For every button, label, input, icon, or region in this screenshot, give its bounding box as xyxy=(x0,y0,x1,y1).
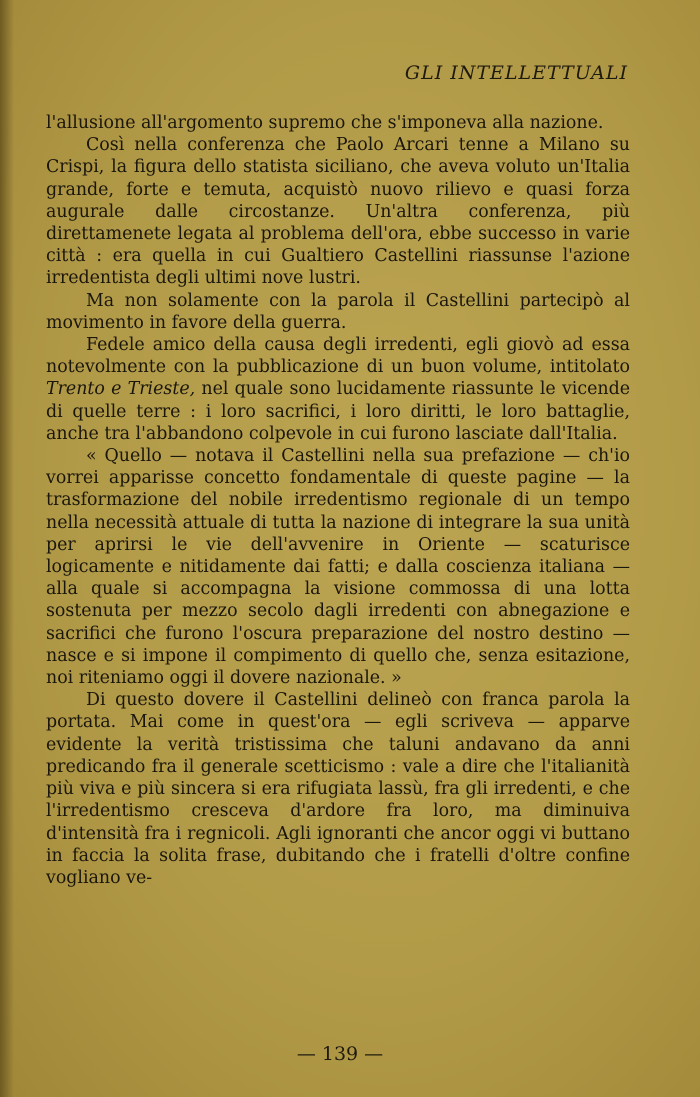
body-text xyxy=(46,112,630,889)
paragraph-2: Così nella conferenza che Paolo Arcari tenne a Milano su Crispi, la figura dello statista siciliano, che aveva voluto un'Italia grande, forte e temuta, acquistò nuovo rilievo e quasi forza augurale dalle circostanze. Un'altra conferenza, più direttamenete legata al problema dell'ora, ebbe successo in varie città : era quella in cui Gualtiero Castellini riassunse l'azione irredentista degli ultimi nove lustri. xyxy=(46,135,630,289)
book-title: Trento e Trieste, xyxy=(46,379,196,400)
paragraph-4-after: nel quale sono lucidamente riassunte le vicende di quelle terre : i loro sacrifici, i loro diritti, le loro battaglie, anche tra l'abbandono colpevole in cui furono lasciate dall'Italia. xyxy=(46,379,630,444)
paragraph-4 xyxy=(46,334,630,445)
running-header: GLI INTELLETTUALI xyxy=(404,62,628,84)
paragraph-6: Di questo dovere il Castellini delineò con franca parola la portata. Mai come in quest'ora — egli scriveva — apparve evidente la verità tristissima che taluni andavano da anni predicando fra il generale scetticismo : vale a dire che l'italianità più viva e più sincera si era rifugiata lassù, fra gli irredenti, e che l'irredentismo cresceva d'ardore fra loro, ma diminuiva d'intensità fra i regnicoli. Agli ignoranti che ancor oggi vi buttano in faccia la solita frase, dubitando che i fratelli d'oltre confine vogliano ve- xyxy=(46,690,630,888)
paragraph-1: l'allusione all'argomento supremo che s'imponeva alla nazione. xyxy=(46,113,604,133)
paragraph-3: Ma non solamente con la parola il Castellini partecipò al movimento in favore della guerra. xyxy=(46,290,630,333)
paragraph-5-quotation: « Quello — notava il Castellini nella sua prefazione — ch'io vorrei apparisse concetto fondamentale di queste pagine — la trasformazione del nobile irredentismo regionale di un tempo nella necessità attuale di tutta la nazione di integrare la sua unità per aprirsi le vie dell'avvenire in Oriente — scaturisce logicamente e nitidamente dai fatti; e dalla coscienza italiana — alla quale si accompagna la visione commossa di una lotta sostenuta per mezzo secolo dagli irredenti con abnegazione e sacrifici che furono l'oscura preparazione del nostro destino — nasce e si impone il compimento di quello che, senza esitazione, noi riteniamo oggi il dovere nazionale. » xyxy=(46,446,630,689)
page-number: — 139 — xyxy=(296,1043,384,1065)
paragraph-4-before: Fedele amico della causa degli irredenti, egli giovò ad essa notevolmente con la pubblicazione di un buon volume, intitolato xyxy=(46,335,630,378)
page-edge-shadow xyxy=(0,0,14,1097)
